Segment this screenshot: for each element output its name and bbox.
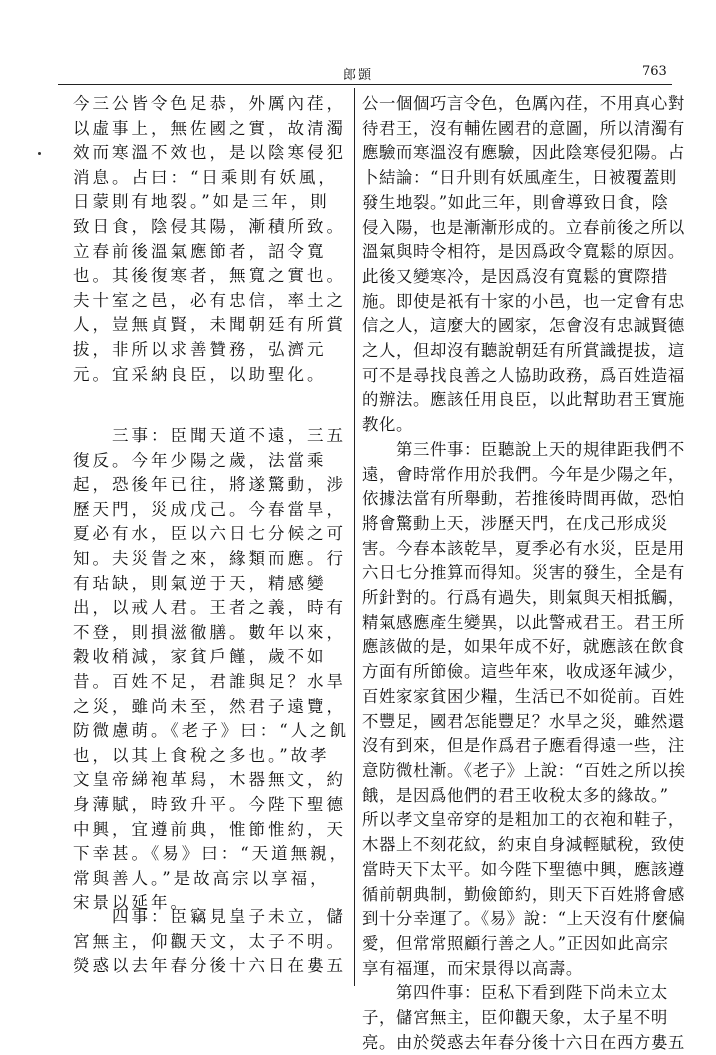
translation-text: 公一個個巧言令色，色厲內荏，不用真心對 待君王，沒有輔佐國君的意圖，所以清濁有 應驗而寒溫沒有應驗，因此陰寒侵犯陽。占 卜結論：“日升則有妖風產生，日被覆蓋則 發生地裂。”如此三年，則會導致日食，陰 侵入陽，也是漸漸形成的。立春前後之所以 溫氣與時令相符，是因爲政令寬鬆的原因。 此後又變寒冷，是因爲沒有寬鬆的實際措 施。即使是祇有十家的小邑，也一定會有忠 信之人，這麼大的國家，怎會沒有忠誠賢德 之人，但却沒有聽說朝廷有所賞識提拔，這 可不是尋找良善之人協助政務，爲百姓造福 的辦法。應該任用良臣，以此幫助君王實施 教化。 第三件事：臣聽說上天的規律距我們不 遠，會時常作用於我們。今年是少陽之年， 依據法當有所舉動，若推後時間再做，恐怕 將會驚動上天，涉歷天門，在戊己形成災 害。今春本該乾旱，夏季必有水災，臣是用 六日七分推算而得知。災害的發生，全是有 所針對的。行爲有過失，則氣與天相抵觸， 精氣感應產生變異，以此警戒君王。君王所 應該做的是，如果年成不好，就應該在飲食 方面有所節儉。這些年來，收成逐年減少， 百姓家家貧困少糧，生活已不如從前。百姓 不豐足，國君怎能豐足？水旱之災，雖然還 沒有到來，但是作爲君子應看得遠一些，注 意防微杜漸。《老子》上說：“百姓之所以挨 餓，是因爲他們的君王收稅太多的緣故。” 所以孝文皇帝穿的是粗加工的衣袍和鞋子， 木器上不刻花紋，約束自身減輕賦稅，致使 當時天下太平。如今陛下聖德中興，應該遵 循前朝典制，勤儉節約，則天下百姓將會感 到十分幸運了。《易》說：“上天沒有什麼偏 愛，但常常照顧行善之人。”正因如此高宗 享有福運，而宋景得以高壽。 第四件事：臣私下看到陛下尚未立太 子，儲宮無主，臣仰觀天象，太子星不明 亮。由於熒惑去年春分後十六日在西方婁五 <box>362 94 686 1052</box>
column-divider <box>354 88 355 986</box>
page-number: 763 <box>642 64 667 79</box>
running-header-author: 郎顗 <box>342 68 373 83</box>
original-text-paragraph-3: 三事：臣聞天道不遠，三五 復反。今年少陽之歲，法當乘 起，恐後年已往，將遂驚動，涉 歷天門，災成戊己。今春當旱， 夏必有水，臣以六日七分候之可 知。夫災眚之來，緣類而應。行 有玷缺，則氣逆于天，精感變 出，以戒人君。王者之義，時有 不登，則損滋徹膳。數年以來， 穀收稍減，家貧戶饉，歲不如 昔。百姓不足，君誰與足？水旱 之災，雖尚未至，然君子遠覽， 防微慮萌。《老子》曰：“人之飢 也，以其上食稅之多也。”故孝 文皇帝綈袍革舄，木器無文，約 身薄賦，時致升平。今陛下聖德 中興，宜遵前典，惟節惟約，天 下幸甚。《易》曰：“天道無親， 常與善人。”是故高宗以享福， 宋景以延年。 <box>73 426 350 913</box>
original-text-paragraph-4: 四事：臣竊見皇子未立，儲 宮無主，仰觀天文，太子不明。 熒惑以去年春分後十六日在婁五 <box>73 907 346 976</box>
margin-dot <box>38 152 41 155</box>
original-text-paragraph-2: 今三公皆令色足恭，外厲內荏， 以虛事上，無佐國之實，故清濁 效而寒溫不效也，是以陰寒侵犯 消息。占曰：“日乘則有妖風， 日蒙則有地裂。”如是三年，則 致日食，陰侵其陽，漸積所致。 立春前後溫氣應節者，詔令寬 也。其後復寒者，無寬之實也。 夫十室之邑，必有忠信，率土之 人，豈無貞賢，未聞朝廷有所賞 拔，非所以求善贊務，弘濟元 元。宜采納良臣，以助聖化。 <box>73 94 346 384</box>
header-rule <box>58 84 672 85</box>
